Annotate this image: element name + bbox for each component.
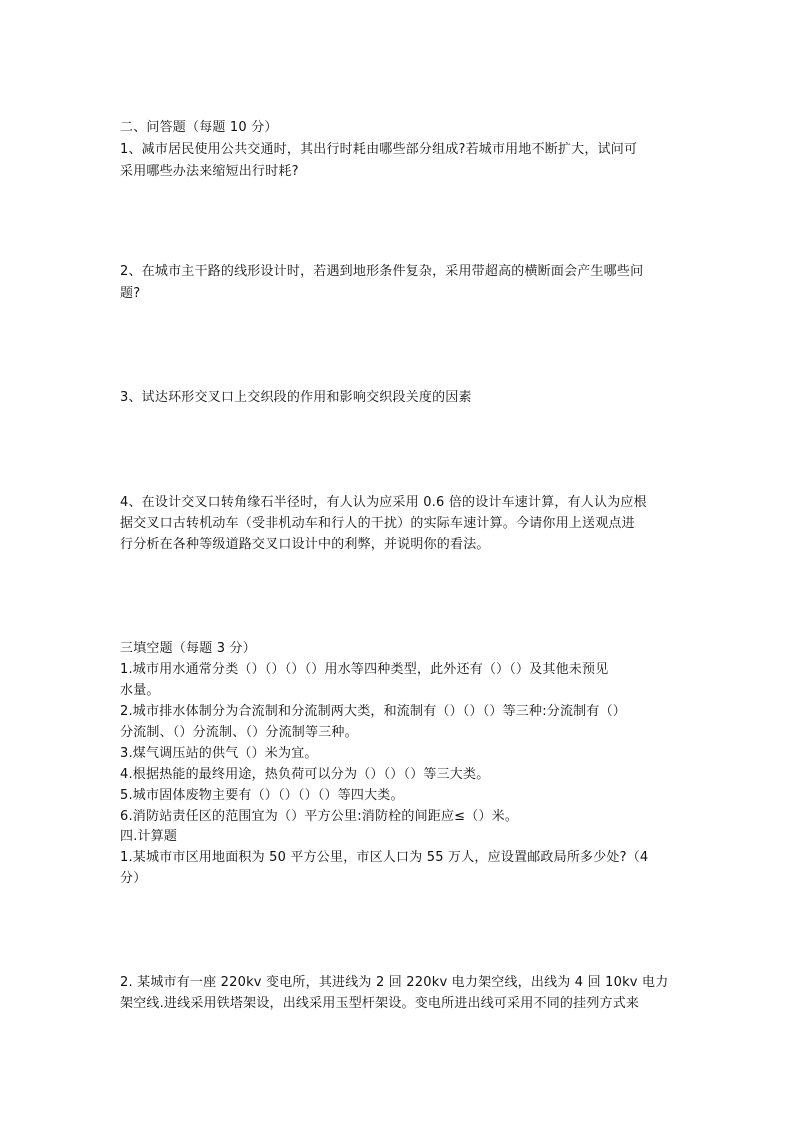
question-3-line-1: 3、试达环形交叉口上交织段的作用和影响交织段关度的因素 [120, 390, 472, 405]
calc-section-heading: 四.计算题 [120, 829, 178, 844]
fill-item-line: 水量。 [120, 683, 160, 698]
fill-item-line: 1.城市用水通常分类（）（）（）（）用水等四种类型，此外还有（）（）及其他未预见 [120, 662, 609, 677]
calc-question-2-line-1: 2. 某城市有一座 220kv 变电所，其进线为 2 回 220kv 电力架空线，出线为 4 回 10kv 电力 [120, 975, 669, 990]
fill-item-line: 5.城市固体废物主要有（）（）（）（）等四大类。 [120, 788, 404, 803]
calc-question-2-line-2: 架空线.进线采用铁塔架设，出线采用玉型杆架设。变电所进出线可采用不同的挂列方式来 [120, 996, 640, 1011]
fill-item-line: 3.煤气调压站的供气（）米为宜。 [120, 746, 318, 761]
question-1-line-2: 采用哪些办法来缩短出行时耗? [120, 164, 299, 179]
question-1-line-1: 1、减市居民使用公共交通时，其出行时耗由哪些部分组成?若城市用地不断扩大，试问可 [120, 142, 638, 157]
fill-item-line: 分流制、（）分流制、（）分流制等三种。 [120, 725, 358, 740]
question-4-line-3: 行分析在各种等级道路交叉口设计中的利弊，并说明你的看法。 [120, 537, 490, 552]
question-2-line-1: 2、在城市主干路的线形设计时，若遇到地形条件复杂，采用带超高的横断面会产生哪些问 [120, 264, 644, 279]
fill-item-line: 2.城市排水体制分为合流制和分流制两大类，和流制有（）（）（）等三种:分流制有（） [120, 704, 626, 719]
question-4-line-1: 4、在设计交叉口转角缘石半径时，有人认为应采用 0.6 倍的设计车速计算，有人认为应根 [120, 495, 647, 510]
question-2-line-2: 题? [120, 286, 141, 301]
fill-item-line: 6.消防站责任区的范围宜为（）平方公里:消防栓的间距应≤（）米。 [120, 809, 519, 824]
calc-question-1-line-1: 1.某城市市区用地面积为 50 平方公里，市区人口为 55 万人，应设置邮政局所多少处?（4 [120, 850, 649, 865]
fill-item-line: 4.根据热能的最终用途，热负荷可以分为（）（）（）等三大类。 [120, 767, 490, 782]
qa-section-heading: 二、问答题（每题 10 分） [120, 120, 278, 135]
question-4-line-2: 据交叉口古转机动车（受非机动车和行人的干扰）的实际车速计算。今请你用上送观点进 [120, 516, 635, 531]
calc-question-1-line-2: 分） [120, 871, 147, 886]
fill-section-heading: 三填空题（每题 3 分） [120, 641, 256, 656]
